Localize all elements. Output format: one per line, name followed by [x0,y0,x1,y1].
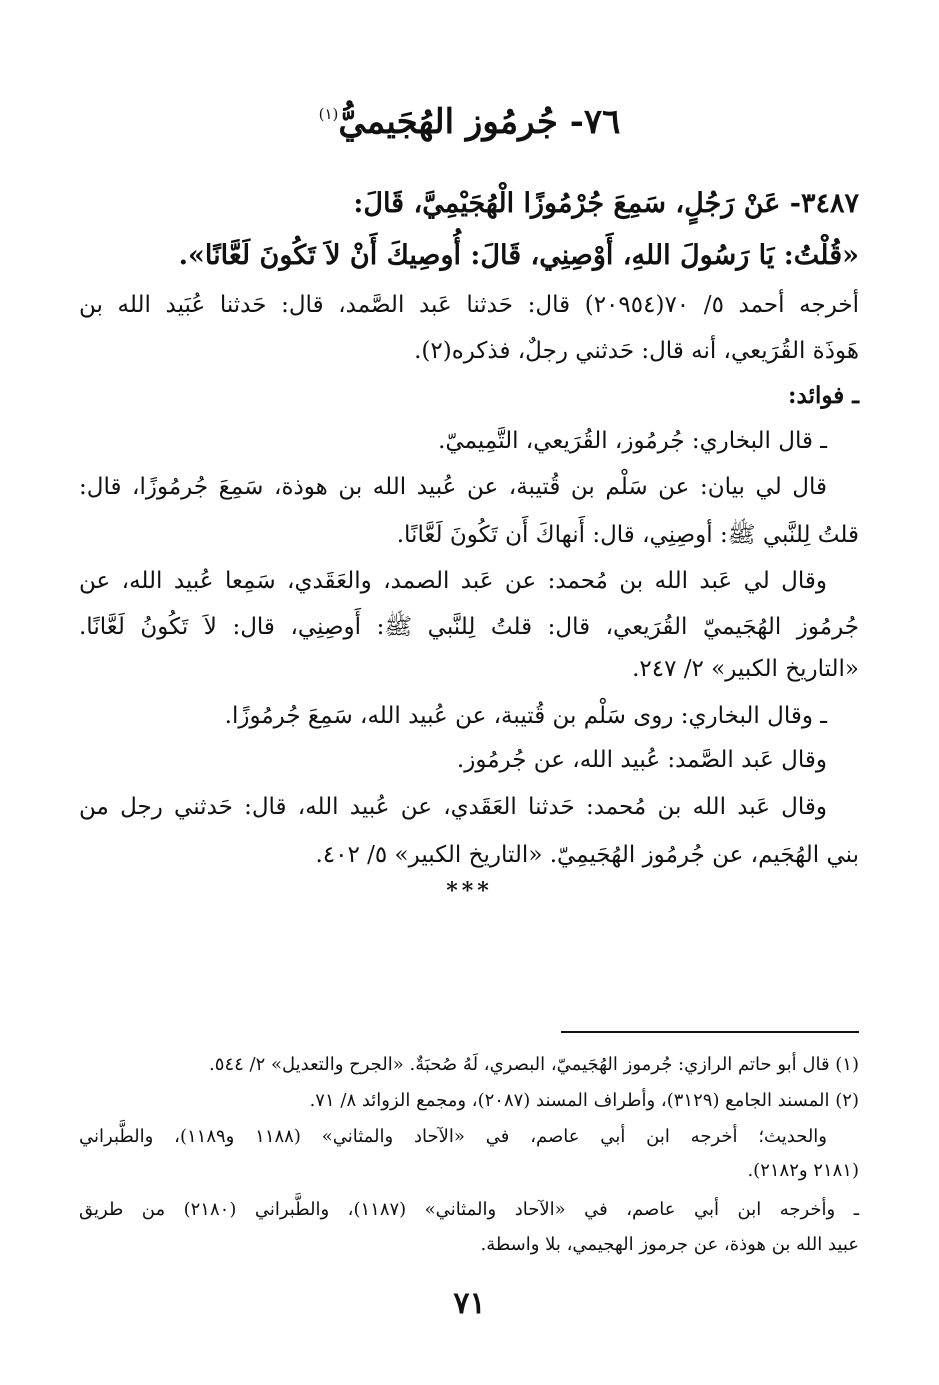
footnote-divider [561,1031,859,1033]
body-line: بني الهُجَيم، عن جُرمُوز الهُجَيمِيّ. «التاريخ الكبير» ٥/ ٤٠٢. [315,842,859,868]
takhrij-line: هَوذَة القُرَيعي، أنه قال: حَدثني رجلٌ، فذكره(٢). [414,338,859,364]
footnote-reference: (١) [318,105,339,123]
footnote-line: (١) قال أبو حاتم الرازي: جُرموز الهُجَيميّ، البصري، لَهُ صُحبَةٌ. «الجرح والتعديل» ٢/ ٥٤٤. [209,1054,859,1075]
body-line: وقال لي عَبد الله بن مُحمد: عن عَبد الصمد، والعَقَدي، سَمِعا عُبيد الله، عن [79,568,827,594]
body-line: قلتُ لِلنَّبي ﷺ: أوصِنِي، قال: أَنهاكَ أَن تَكُونَ لَعَّانًا. [396,522,859,548]
body-line: وقال عَبد الصَّمد: عُبيد الله، عن جُرمُوز. [456,747,827,773]
footnote-line: (٢) المسند الجامع (٣١٢٩)، وأطراف المسند (٢٠٨٧)، ومجمع الزوائد ٨/ ٧١. [309,1090,859,1111]
body-line: جُرمُوز الهُجَيميّ القُرَيعي، قال: قلتُ لِلنَّبي ﷺ: أَوصِنِي، قال: لاَ تَكُونُ لَعَّانًا. [79,614,859,640]
chapter-heading [0,102,939,142]
hadith-line: ٣٤٨٧- عَنْ رَجُلٍ، سَمِعَ جُرْمُوزًا الْهُجَيْمِيَّ، قَالَ: [353,188,859,219]
page-number: ٧١ [453,1286,486,1321]
footnote-line: والحديث؛ أخرجه ابن أبي عاصم، في «الآحاد والمثاني» (١١٨٨ و١١٨٩)، والطَّبراني [79,1126,827,1147]
body-line: ـ قال البخاري: جُرمُوز، القُرَيعي، التَّمِيميّ. [438,428,827,454]
body-line: ـ وقال البخاري: روى سَلْم بن قُتيبة، عن عُبيد الله، سَمِعَ جُرمُوزًا. [224,703,827,729]
body-line: قال لي بيان: عن سَلْم بن قُتيبة، عن عُبيد الله بن هوذة، سَمِعَ جُرمُوزًا، قال: [79,474,827,500]
hadith-line: «قُلْتُ: يَا رَسُولَ اللهِ، أَوْصِنِي، قَالَ: أُوصِيكَ أَنْ لاَ تَكُونَ لَعَّانًا». [178,240,859,271]
footnote-line: ـ وأخرجه ابن أبي عاصم، في «الآحاد والمثاني» (١١٨٧)، والطَّبراني (٢١٨٠) من طريق [79,1199,859,1220]
chapter-title: ٧٦- جُرمُوز الهُجَيميُّ [338,102,621,142]
footnote-line: عبيد الله بن هوذة، عن جرموز الهجيمي، بلا واسطة. [480,1234,859,1255]
takhrij-line: أخرجه أحمد ٥/ ٧٠(٢٠٩٥٤) قال: حَدثنا عَبد الصَّمد، قال: حَدثنا عُبَيد الله بن [79,292,860,318]
fawaid-label: ـ فوائد: [788,382,859,409]
footnote-line: (٢١٨١ و٢١٨٢). [747,1160,859,1181]
body-line: «التاريخ الكبير» ٢/ ٢٤٧. [632,656,859,682]
body-line: وقال عَبد الله بن مُحمد: حَدثنا العَقَدي، عن عُبيد الله، قال: حَدثني رجل من [79,794,827,820]
section-separator: *** [446,878,493,904]
